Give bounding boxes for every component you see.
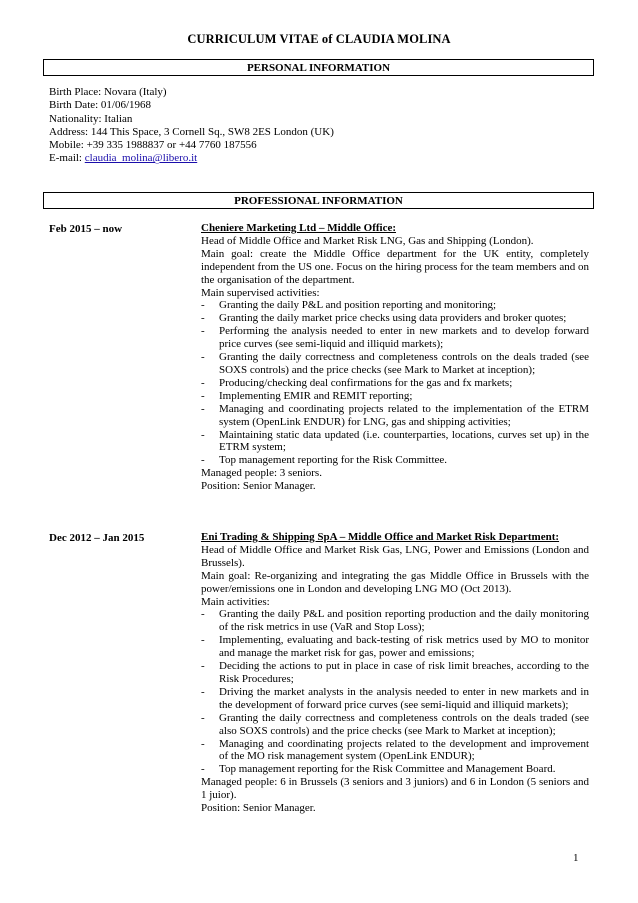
activity-item: - Granting the daily P&L and position reporting production and the daily monitoring of the risk metrics in use (VaR and Stop Loss); — [201, 608, 589, 634]
activity-item: - Producing/checking deal confirmations for the gas and fx markets; — [201, 377, 589, 390]
job-position: Position: Senior Manager. — [201, 480, 316, 493]
job-activity-list — [201, 608, 589, 776]
job-position: Position: Senior Manager. — [201, 802, 316, 815]
activity-item: - Managing and coordinating projects related to the implementation of the ETRM system (OpenLink ENDUR) for LNG, gas and shipping activities; — [201, 403, 589, 429]
activity-item: - Granting the daily market price checks using data providers and broker quotes; — [201, 312, 589, 325]
job-managed-people: Managed people: 6 in Brussels (3 seniors and 3 juniors) and 6 in London (5 seniors and 1 juior). — [201, 776, 589, 802]
activity-item: - Granting the daily P&L and position reporting and monitoring; — [201, 299, 589, 312]
activity-item: - Granting the daily correctness and completeness controls on the deals traded (see SOXS controls) and the price checks (see Mark to Market at inception); — [201, 351, 589, 377]
birth-place: Birth Place: Novara (Italy) — [49, 86, 167, 98]
email-link[interactable]: claudia_molina@libero.it — [84, 152, 198, 165]
job-goal: Main goal: create the Middle Office department for the UK entity, completely independent from the US one. Focus on the hiring process for the team members and on the organisation of the department. — [201, 247, 589, 286]
personal-info-block — [49, 86, 334, 166]
job-role: Head of Middle Office and Market Risk Gas, LNG, Power and Emissions (London and Brussels). — [201, 543, 589, 569]
activity-item: - Driving the market analysts in the analysis needed to enter in new markets and in the development of forward price curves (see semi-liquid and illiquid markets); — [201, 686, 589, 712]
activity-item: - Performing the analysis needed to enter in new markets and to develop forward price curves (see semi-liquid and illiquid markets); — [201, 325, 589, 351]
activity-item: - Maintaining static data updated (i.e. counterparties, locations, curves set up) in the ETRM system; — [201, 429, 589, 455]
activity-item: - Implementing, evaluating and back-testing of risk metrics used by MO to monitor and manage the market risk for gas, power and emissions; — [201, 634, 589, 660]
email-line — [49, 152, 334, 165]
job-entry — [201, 222, 589, 493]
mobile: Mobile: +39 335 1988837 or +44 7760 187556 — [49, 139, 257, 152]
activity-item: - Managing and coordinating projects related to the development and improvement of the MO risk management system (OpenLink ENDUR); — [201, 738, 589, 764]
job-dates: Dec 2012 – Jan 2015 — [49, 532, 145, 544]
job-activities-label: Main supervised activities: — [201, 286, 320, 299]
personal-info-header: PERSONAL INFORMATION — [43, 59, 594, 76]
address: Address: 144 This Space, 3 Cornell Sq., SW8 2ES London (UK) — [49, 125, 334, 138]
job-activities-label: Main activities: — [201, 595, 270, 608]
job-activity-list — [201, 299, 589, 467]
activity-item: - Implementing EMIR and REMIT reporting; — [201, 390, 589, 403]
document-title: CURRICULUM VITAE of CLAUDIA MOLINA — [187, 32, 451, 46]
job-company: Eni Trading & Shipping SpA – Middle Office and Market Risk Department: — [201, 531, 560, 543]
job-entry — [201, 531, 589, 815]
job-managed-people: Managed people: 3 seniors. — [201, 467, 322, 480]
nationality: Nationality: Italian — [49, 112, 133, 125]
job-dates: Feb 2015 – now — [49, 223, 123, 235]
activity-item: - Granting the daily correctness and completeness controls on the deals traded (see also SOXS controls) and the price checks (see Mark to Market at inception); — [201, 712, 589, 738]
job-role: Head of Middle Office and Market Risk LNG, Gas and Shipping (London). — [201, 234, 534, 247]
activity-item: - Deciding the actions to put in place in case of risk limit breaches, according to the Risk Procedures; — [201, 660, 589, 686]
activity-item: - Top management reporting for the Risk Committee. — [201, 454, 589, 467]
job-company: Cheniere Marketing Ltd – Middle Office: — [201, 222, 397, 234]
page-number: 1 — [573, 852, 579, 864]
professional-info-header: PROFESSIONAL INFORMATION — [43, 192, 594, 209]
job-goal: Main goal: Re-organizing and integrating the gas Middle Office in Brussels with the power/emissions one in London and developing LNG MO (Oct 2013). — [201, 569, 589, 595]
email-label: E-mail: — [49, 152, 85, 165]
birth-date: Birth Date: 01/06/1968 — [49, 99, 152, 112]
activity-item: - Top management reporting for the Risk Committee and Management Board. — [201, 763, 589, 776]
